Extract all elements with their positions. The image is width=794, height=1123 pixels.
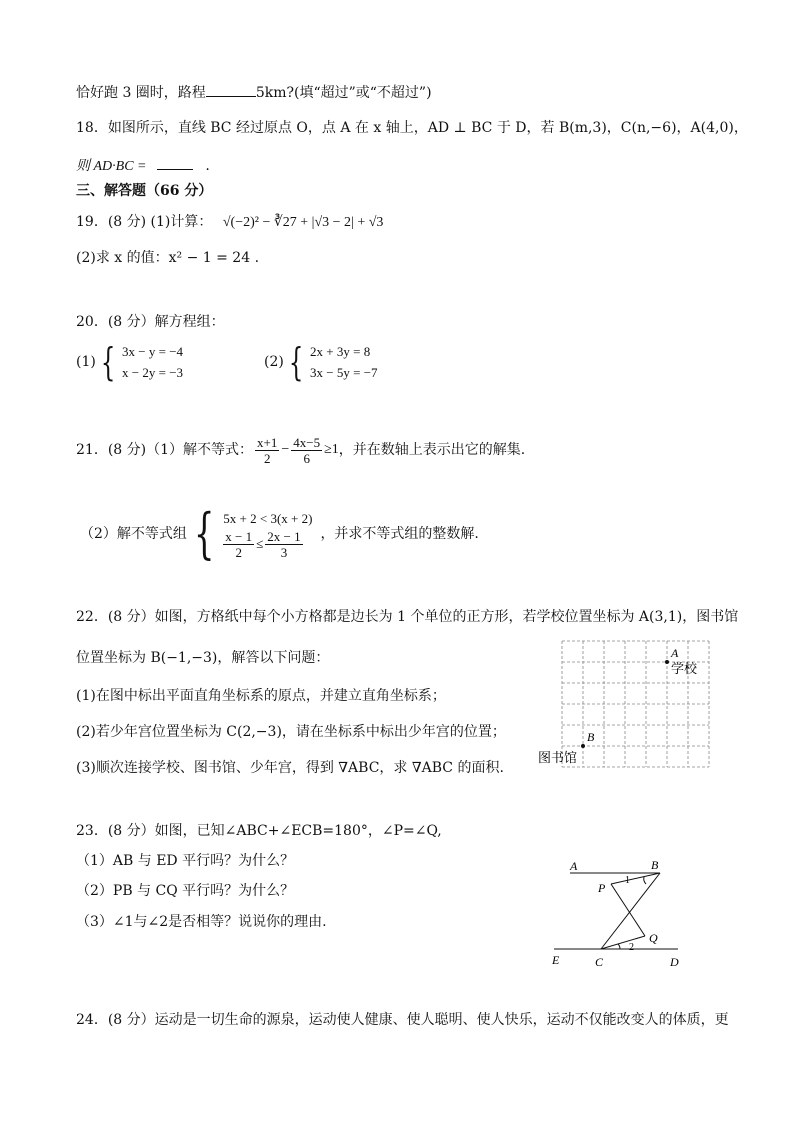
- q19-line1-expr: √(−2)² − ∛27 + |√3 − 2| + √3: [222, 215, 384, 230]
- q22-line-4: (2)若少年宫位置坐标为 C(2,−3)，请在坐标系中标出少年宫的位置；: [76, 724, 506, 740]
- fraction: [291, 435, 322, 466]
- point-a: [665, 660, 669, 664]
- q22-line-5: (3)顺次连接学校、图书馆、少年宫，得到 ∇ABC，求 ∇ABC 的面积.: [76, 760, 504, 776]
- answer-blank[interactable]: [157, 155, 193, 170]
- q19-line-2: [76, 248, 259, 268]
- grid-lines: [562, 641, 709, 767]
- grid-label-school: 学校: [671, 662, 698, 677]
- q18-text: 18．如图所示，直线 BC 经过原点 O，点 A 在 x 轴上，AD ⊥ BC 于 D，若 B(m,3)，C(n,−6)，A(4,0)，: [76, 120, 748, 136]
- fraction: [265, 529, 302, 560]
- q23-line-4: （3）∠1与∠2是否相等？说说你的理由.: [76, 914, 327, 930]
- q21-p2-frac1-den: 2: [235, 544, 242, 560]
- q21-p2-eq1: 5x + 2 < 3(x + 2): [223, 510, 313, 526]
- label-d: D: [670, 955, 679, 969]
- q20-p1-eq2: x − 2y = −3: [122, 365, 184, 380]
- q23-line-1: 23．(8 分）如图，已知∠ABC+∠ECB=180°，∠P=∠Q,: [76, 823, 442, 839]
- brace-icon: {: [288, 340, 304, 384]
- fraction: [255, 435, 279, 466]
- angle-2-arc: [618, 944, 620, 949]
- q20-p1-label: (1): [76, 354, 96, 370]
- q20-p2-eq1: 2x + 3y = 8: [310, 344, 371, 359]
- label-b: B: [651, 858, 659, 872]
- q21-p1-rel: ≥1: [324, 442, 339, 457]
- label-angle-2: 2: [629, 942, 634, 953]
- q17-tail-text-b: 5km?(填“超过”或“不超过”): [255, 85, 432, 101]
- q18-line-1: [76, 118, 748, 138]
- q21-p2-rel: ≤: [256, 536, 264, 551]
- q22-grid-figure: [536, 636, 726, 776]
- q21-p1-frac1-den: 2: [263, 450, 271, 466]
- q21-p2-suffix: ，并求不等式组的整数解.: [320, 526, 479, 542]
- q18-line2-b: .: [205, 158, 210, 174]
- q19-line1-label: 19．(8 分) (1)计算：: [76, 214, 213, 230]
- label-p: P: [598, 881, 606, 895]
- q18-line2-a: 则 AD·BC =: [76, 159, 147, 174]
- q21-p1-suffix: ，并在数轴上表示出它的解集.: [338, 442, 526, 458]
- grid-label-b: B: [587, 730, 595, 744]
- label-angle-1: 1: [625, 875, 630, 886]
- q21-p2-prefix: （2）解不等式组: [80, 526, 187, 542]
- label-a: A: [570, 859, 578, 873]
- q20-p1-eq1: 3x − y = −4: [122, 344, 184, 359]
- q22-line-1: 22．(8 分）如图，方格纸中每个小方格都是边长为 1 个单位的正方形，若学校位置坐标为 A(3,1)，图书馆: [76, 609, 739, 625]
- q23-geometry-figure: [548, 854, 688, 974]
- brace-icon: {: [100, 340, 116, 384]
- q18-line-2: [76, 155, 210, 177]
- q22-line-2: 位置坐标为 B(−1,−3)，解答以下问题：: [76, 650, 330, 666]
- line-pq: [611, 884, 645, 936]
- q20-p2-label: (2): [264, 354, 284, 370]
- q21-p1-prefix: 21．(8 分)（1）解不等式：: [76, 442, 254, 458]
- q17-tail-text-a: 恰好跑 3 圈时，路程: [76, 85, 206, 101]
- q21-part-1: [76, 432, 525, 468]
- q21-p1-frac2-num: 4x−5: [293, 434, 321, 450]
- label-e: E: [552, 953, 560, 967]
- q19-line2: (2)求 x 的值：x² − 1 = 24 .: [76, 250, 260, 266]
- q21-p2-frac2-num: 2x − 1: [267, 528, 301, 544]
- q24-line-1: 24．(8 分）运动是一切生命的源泉，运动使人健康、使人聪明、使人快乐，运动不仅能改变人的体质，更: [76, 1012, 729, 1028]
- fraction: [223, 529, 254, 560]
- q21-part-2: [80, 503, 479, 565]
- q17-tail-line: [76, 82, 432, 103]
- label-c: C: [595, 955, 604, 969]
- line-qc: [601, 936, 645, 949]
- q21-p2-frac1-num: x − 1: [225, 528, 253, 544]
- answer-blank[interactable]: [206, 82, 256, 97]
- point-b: [581, 744, 585, 748]
- grid-label-a: A: [671, 646, 679, 660]
- q23-line-2: （1）AB 与 ED 平行吗？为什么？: [76, 853, 295, 869]
- angle-1-arc: [644, 877, 646, 884]
- q21-p1-minus: −: [281, 442, 290, 457]
- q22-line-3: (1)在图中标出平面直角坐标系的原点，并建立直角坐标系；: [76, 688, 446, 704]
- label-q: Q: [649, 931, 658, 945]
- q21-p2-frac2-den: 3: [280, 544, 288, 560]
- brace-icon: {: [193, 502, 215, 565]
- q21-p1-frac1-num: x+1: [257, 434, 278, 450]
- q23-line-3: （2）PB 与 CQ 平行吗？为什么？: [76, 883, 295, 899]
- q21-p1-frac2-den: 6: [303, 450, 310, 466]
- q20-p2-eq2: 3x − 5y = −7: [310, 365, 378, 380]
- q20-system-1: [76, 341, 183, 387]
- q20-system-2: [264, 341, 378, 387]
- section-heading: 三、解答题（66 分）: [76, 183, 213, 199]
- grid-label-library: 图书馆: [538, 751, 578, 766]
- q19-line-1: [76, 212, 383, 233]
- q20-heading: 20．(8 分）解方程组：: [76, 314, 225, 330]
